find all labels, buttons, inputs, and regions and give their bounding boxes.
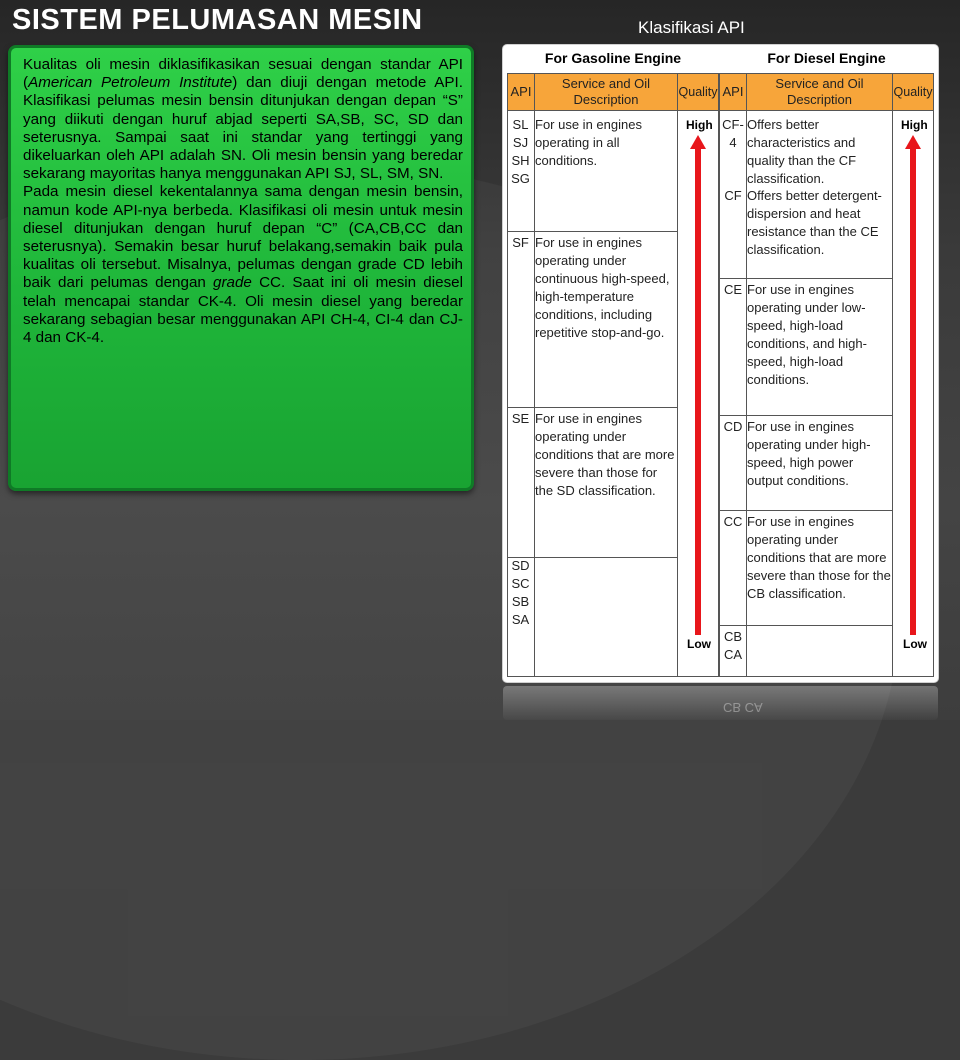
diesel-row-line bbox=[719, 510, 893, 511]
diesel-row-line bbox=[719, 278, 893, 279]
diesel-quality-arrow-icon bbox=[903, 133, 923, 635]
gasoline-col-desc: Service and Oil Description bbox=[534, 73, 678, 111]
text-part: Pada mesin diesel kekentalannya sama dengan mesin bensin, namun kode API-nya berbeda. Klasifikasi oli mesin untuk mesin diesel ditunjukan dengan huruf depan “C” (CA,CB,CC dan seterusnya). Semakin besar huruf belakang,semakin baik pula kualitas oli tersebut. Misalnya, pelumas dengan grade CD lebih baik dari pelumas dengan bbox=[23, 183, 463, 292]
slide-title: SISTEM PELUMASAN MESIN bbox=[12, 4, 423, 36]
gasoline-quality-arrow-icon bbox=[688, 133, 708, 635]
table-reflection bbox=[503, 686, 938, 720]
text-part: CC. Saat ini oli mesin diesel telah mencapai standar CK-4. Oli mesin diesel yang beredar sekarang sebagian besar menggunakan API CH-4, CI-4 dan CJ-4 dan CK-4. bbox=[23, 274, 463, 347]
diesel-col-desc: Service and Oil Description bbox=[746, 73, 893, 111]
gasoline-quality-low: Low bbox=[687, 637, 711, 651]
description-box bbox=[8, 45, 474, 491]
diesel-description: For use in engines operating under conditions that are more severe than those for the CB classification. bbox=[747, 514, 891, 601]
diesel-api-code: CF bbox=[724, 188, 742, 203]
diesel-heading: For Diesel Engine bbox=[767, 50, 886, 66]
gasoline-col-api: API bbox=[507, 73, 535, 111]
gasoline-api-code: SF bbox=[512, 235, 529, 250]
api-classification-table bbox=[503, 45, 938, 682]
diesel-col-quality: Quality bbox=[892, 73, 934, 111]
gasoline-description: For use in engines operating in all conditions. bbox=[535, 117, 642, 168]
text-part: Kualitas oli mesin diklasifikasikan sesuai dengan standar API ( bbox=[23, 56, 463, 92]
diesel-api-code: CE bbox=[723, 282, 743, 297]
gasoline-description: For use in engines operating under conditions that are more severe than those for the SD classification. bbox=[535, 411, 675, 498]
italic-term: American Petroleum Institute bbox=[28, 74, 233, 92]
diesel-description: For use in engines operating under low-speed, high-load conditions, and high-speed, high-load conditions. bbox=[747, 282, 867, 387]
gasoline-api-code: SE bbox=[511, 411, 530, 426]
gasoline-row-line bbox=[507, 231, 678, 232]
diesel-row-line bbox=[719, 625, 893, 626]
diesel-api-code: CF- 4 bbox=[722, 117, 744, 150]
diesel-divider bbox=[892, 111, 893, 677]
diesel-col-api: API bbox=[719, 73, 747, 111]
gasoline-heading: For Gasoline Engine bbox=[544, 50, 682, 66]
gasoline-api-code: SD SC SB SA bbox=[511, 558, 530, 627]
diesel-description: Offers better detergent-dispersion and heat resistance than the CE classification. bbox=[747, 188, 882, 257]
diesel-quality-high: High bbox=[901, 118, 928, 132]
paragraph-diesel bbox=[23, 183, 463, 347]
italic-term: grade bbox=[213, 274, 252, 292]
gasoline-quality-high: High bbox=[686, 118, 713, 132]
reflection-text: CB CA bbox=[723, 700, 763, 715]
gasoline-col-quality: Quality bbox=[677, 73, 719, 111]
text-part: ) dan diuji dengan metode API. Klasifikasi pelumas mesin bensin ditunjukan dengan depan “S” yang diikuti dengan huruf abjad seperti SA,SB, SC, SD dan seterusnya. Sampai saat ini standar yang tertinggi yang dikeluarkan oleh API adalah SN. Oli mesin bensin yang beredar sekarang mayoritas hanya menggunakan API SJ, SL, SM, SN. bbox=[23, 74, 463, 183]
diesel-api-code: CC bbox=[723, 514, 743, 529]
gasoline-divider bbox=[534, 111, 535, 677]
paragraph-gasoline bbox=[23, 56, 463, 183]
diesel-description: Offers better characteristics and quality than the CF classification. bbox=[747, 117, 857, 186]
slide-subtitle: Klasifikasi API bbox=[638, 18, 745, 37]
diesel-api-code: CB CA bbox=[723, 629, 743, 662]
gasoline-row-line bbox=[507, 407, 678, 408]
gasoline-divider bbox=[677, 111, 678, 677]
gasoline-api-code: SL SJ SH SG bbox=[511, 117, 530, 186]
diesel-description: For use in engines operating under high-speed, high power output conditions. bbox=[747, 419, 871, 488]
diesel-api-code: CD bbox=[723, 419, 743, 434]
diesel-quality-low: Low bbox=[903, 637, 927, 651]
gasoline-description: For use in engines operating under continuous high-speed, high-temperature conditions, including repetitive stop-and-go. bbox=[535, 235, 670, 340]
diesel-row-line bbox=[719, 415, 893, 416]
